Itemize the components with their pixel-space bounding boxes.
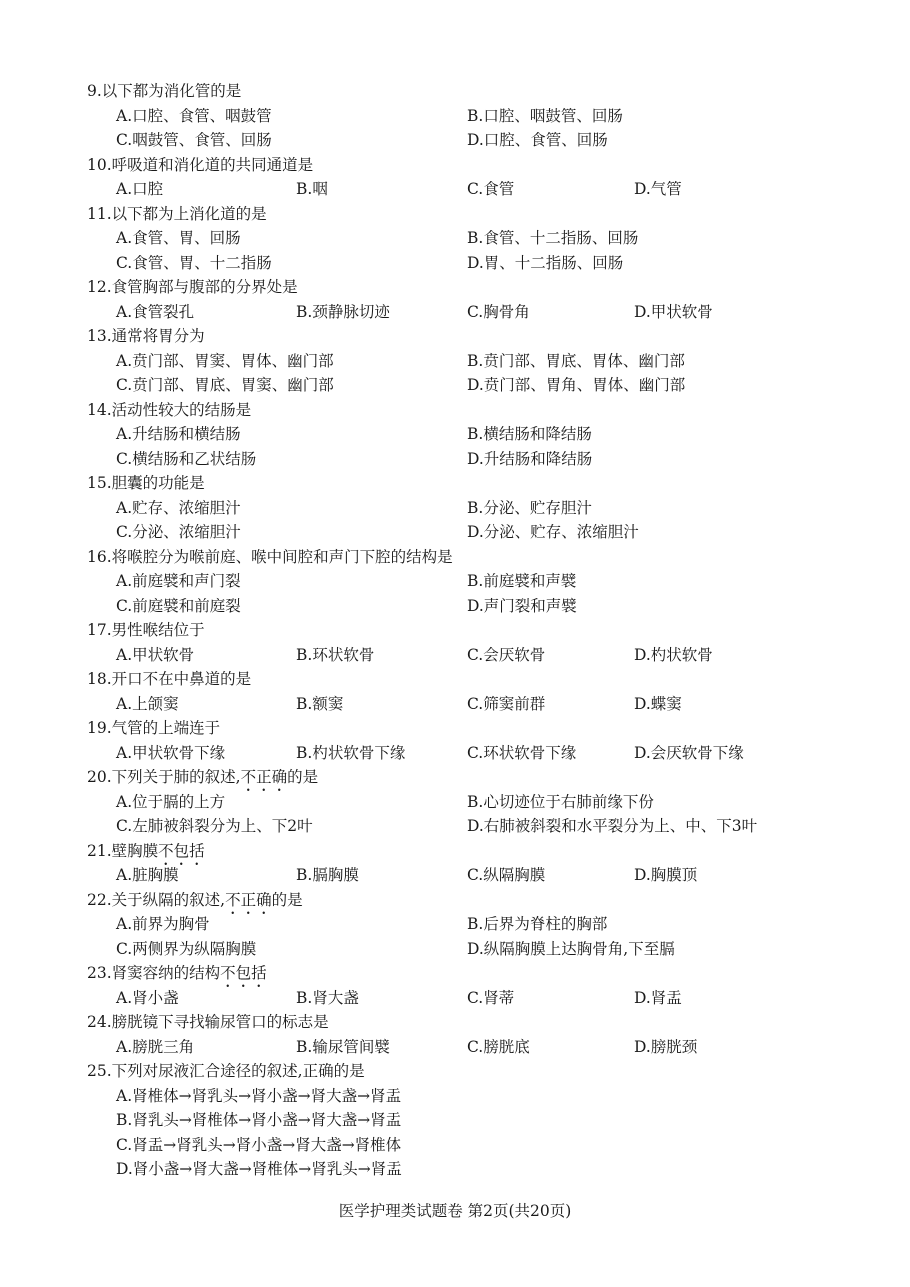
question bbox=[0, 839, 910, 888]
option-row bbox=[0, 422, 910, 447]
question-stem bbox=[0, 1010, 910, 1035]
question-stem bbox=[0, 618, 910, 643]
answer-option: A.口腔、食管、咽鼓管 bbox=[116, 106, 272, 125]
emphasis-text: 不包括 bbox=[158, 841, 205, 860]
question bbox=[0, 667, 910, 716]
answer-option: C.分泌、浓缩胆汁 bbox=[116, 523, 241, 541]
option-row bbox=[0, 226, 910, 251]
answer-option: D.胃、十二指肠、回肠 bbox=[467, 253, 624, 272]
answer-option: C.食管 bbox=[467, 180, 515, 198]
answer-option: D.口腔、食管、回肠 bbox=[467, 131, 608, 149]
answer-option: B.颈静脉切迹 bbox=[296, 302, 390, 321]
question bbox=[0, 153, 910, 202]
option-row bbox=[0, 104, 910, 129]
answer-option: A.甲状软骨下缘 bbox=[116, 743, 226, 762]
answer-option: C.贲门部、胃底、胃窦、幽门部 bbox=[116, 376, 334, 394]
answer-option: D.肾盂 bbox=[634, 988, 682, 1007]
stem-text: 18.开口不在中鼻道的是 bbox=[87, 670, 252, 688]
answer-option: D.贲门部、胃角、胃体、幽门部 bbox=[467, 376, 686, 394]
stem-text: 12.食管胸部与腹部的分界处是 bbox=[87, 278, 298, 296]
answer-option: B.前庭襞和声襞 bbox=[467, 572, 577, 590]
option-row bbox=[0, 128, 910, 153]
question-stem bbox=[0, 275, 910, 300]
emphasis-text: 不正确 bbox=[240, 768, 288, 786]
answer-option: B.肾乳头→肾椎体→肾小盏→肾大盏→肾盂 bbox=[116, 1111, 402, 1129]
option-row bbox=[0, 912, 910, 937]
answer-option: D.分泌、贮存、浓缩胆汁 bbox=[467, 523, 639, 541]
answer-option: B.环状软骨 bbox=[296, 645, 375, 664]
stem-text: 17.男性喉结位于 bbox=[87, 621, 205, 639]
question-list bbox=[0, 79, 910, 1182]
question-stem bbox=[0, 471, 910, 496]
answer-option: C.肾盂→肾乳头→肾小盏→肾大盏→肾椎体 bbox=[116, 1135, 402, 1154]
question-stem bbox=[0, 398, 910, 423]
answer-option: D.气管 bbox=[634, 180, 682, 198]
question bbox=[0, 1010, 910, 1059]
answer-option: D.升结肠和降结肠 bbox=[467, 449, 593, 468]
stem-text: 的是 bbox=[287, 768, 319, 786]
answer-option: C.两侧界为纵隔胸膜 bbox=[116, 939, 257, 958]
answer-option: B.贲门部、胃底、胃体、幽门部 bbox=[467, 351, 685, 370]
question-stem bbox=[0, 324, 910, 349]
answer-option: A.脏胸膜 bbox=[116, 866, 179, 884]
answer-option: D.蝶窦 bbox=[634, 694, 682, 713]
answer-option: A.肾小盏 bbox=[116, 988, 179, 1007]
stem-text: 14.活动性较大的结肠是 bbox=[87, 400, 252, 419]
option-row bbox=[0, 643, 910, 668]
answer-option: D.甲状软骨 bbox=[634, 302, 713, 321]
answer-option: C.筛窦前群 bbox=[467, 694, 546, 713]
answer-option: A.位于膈的上方 bbox=[116, 792, 226, 811]
option-row bbox=[0, 447, 910, 472]
answer-option: B.口腔、咽鼓管、回肠 bbox=[467, 106, 623, 125]
question-stem bbox=[0, 716, 910, 741]
option-row bbox=[0, 1035, 910, 1060]
answer-option: A.膀胱三角 bbox=[116, 1037, 195, 1056]
answer-option: A.贲门部、胃窦、胃体、幽门部 bbox=[116, 351, 334, 370]
question bbox=[0, 324, 910, 398]
stem-text: 13.通常将胃分为 bbox=[87, 327, 205, 345]
question-stem bbox=[0, 765, 910, 790]
question bbox=[0, 79, 910, 153]
answer-option: C.胸骨角 bbox=[467, 302, 530, 321]
option-row bbox=[0, 520, 910, 545]
answer-option: B.心切迹位于右肺前缘下份 bbox=[467, 792, 654, 811]
question-stem bbox=[0, 839, 910, 864]
answer-option: D.纵隔胸膜上达胸骨角,下至膈 bbox=[467, 939, 675, 958]
stem-text: 16.将喉腔分为喉前庭、喉中间腔和声门下腔的结构是 bbox=[87, 547, 453, 566]
option-row bbox=[0, 986, 910, 1011]
question-stem bbox=[0, 545, 910, 570]
question bbox=[0, 961, 910, 1010]
answer-option: D.膀胱颈 bbox=[634, 1037, 698, 1056]
option-row bbox=[0, 300, 910, 325]
option-row bbox=[0, 251, 910, 276]
stem-text: 23.肾窦容纳的结构 bbox=[87, 964, 221, 982]
question-stem bbox=[0, 153, 910, 178]
option-row bbox=[0, 814, 910, 839]
option-row bbox=[0, 177, 910, 202]
answer-option: C.会厌软骨 bbox=[467, 645, 546, 664]
stem-text: 11.以下都为上消化道的是 bbox=[87, 204, 267, 223]
question bbox=[0, 275, 910, 324]
answer-option: B.肾大盏 bbox=[296, 988, 359, 1007]
stem-text: 21.壁胸膜 bbox=[87, 841, 159, 860]
answer-option: B.分泌、贮存胆汁 bbox=[467, 498, 592, 517]
option-row bbox=[0, 692, 910, 717]
answer-option: C.膀胱底 bbox=[467, 1037, 530, 1056]
stem-text: 25.下列对尿液汇合途径的叙述,正确的是 bbox=[87, 1062, 365, 1080]
option-row bbox=[0, 373, 910, 398]
answer-option: B.后界为脊柱的胸部 bbox=[467, 915, 608, 933]
answer-option: A.肾椎体→肾乳头→肾小盏→肾大盏→肾盂 bbox=[116, 1086, 402, 1105]
answer-option: C.环状软骨下缘 bbox=[467, 743, 577, 762]
question bbox=[0, 888, 910, 962]
answer-option: A.贮存、浓缩胆汁 bbox=[116, 498, 241, 517]
question bbox=[0, 765, 910, 839]
option-row bbox=[0, 1157, 910, 1182]
question bbox=[0, 545, 910, 619]
answer-option: B.食管、十二指肠、回肠 bbox=[467, 229, 639, 247]
option-row bbox=[0, 349, 910, 374]
emphasis-text: 不正确 bbox=[225, 890, 272, 909]
answer-option: D.肾小盏→肾大盏→肾椎体→肾乳头→肾盂 bbox=[116, 1160, 402, 1178]
option-row bbox=[0, 1133, 910, 1158]
answer-option: A.上颌窦 bbox=[116, 694, 179, 713]
answer-option: A.前界为胸骨 bbox=[116, 915, 210, 933]
option-row bbox=[0, 569, 910, 594]
answer-option: B.横结肠和降结肠 bbox=[467, 425, 592, 443]
question bbox=[0, 471, 910, 545]
page-footer: 医学护理类试题卷 第2页(共20页) bbox=[338, 1202, 572, 1220]
answer-option: D.会厌软骨下缘 bbox=[634, 743, 744, 762]
answer-option: D.声门裂和声襞 bbox=[467, 596, 577, 615]
stem-text: 24.膀胱镜下寻找输尿管口的标志是 bbox=[87, 1013, 329, 1031]
answer-option: B.输尿管间襞 bbox=[296, 1037, 390, 1056]
stem-text: 15.胆囊的功能是 bbox=[87, 474, 205, 492]
answer-option: B.膈胸膜 bbox=[296, 866, 359, 884]
stem-text: 20.下列关于肺的叙述, bbox=[87, 768, 241, 786]
option-row bbox=[0, 937, 910, 962]
answer-option: C.纵隔胸膜 bbox=[467, 866, 546, 884]
answer-option: B.咽 bbox=[296, 180, 328, 198]
stem-text: 22.关于纵隔的叙述, bbox=[87, 890, 226, 909]
stem-text: 的是 bbox=[271, 890, 303, 909]
answer-option: A.前庭襞和声门裂 bbox=[116, 572, 241, 590]
option-row bbox=[0, 594, 910, 619]
answer-option: D.胸膜顶 bbox=[634, 866, 698, 884]
option-row bbox=[0, 790, 910, 815]
question-stem bbox=[0, 667, 910, 692]
question-stem bbox=[0, 202, 910, 227]
answer-option: A.口腔 bbox=[116, 180, 164, 198]
question-stem bbox=[0, 888, 910, 913]
question-stem bbox=[0, 1059, 910, 1084]
stem-text: 10.呼吸道和消化道的共同通道是 bbox=[87, 155, 314, 174]
stem-text: 19.气管的上端连于 bbox=[87, 719, 221, 737]
answer-option: A.升结肠和横结肠 bbox=[116, 425, 241, 443]
option-row bbox=[0, 1084, 910, 1109]
answer-option: B.杓状软骨下缘 bbox=[296, 743, 406, 762]
question bbox=[0, 398, 910, 472]
question-stem bbox=[0, 79, 910, 104]
option-row bbox=[0, 1108, 910, 1133]
question bbox=[0, 716, 910, 765]
answer-option: C.食管、胃、十二指肠 bbox=[116, 253, 272, 272]
option-row bbox=[0, 496, 910, 521]
option-row bbox=[0, 741, 910, 766]
answer-option: C.左肺被斜裂分为上、下2叶 bbox=[116, 817, 313, 835]
option-row bbox=[0, 863, 910, 888]
answer-option: C.横结肠和乙状结肠 bbox=[116, 449, 257, 468]
question bbox=[0, 202, 910, 276]
answer-option: D.杓状软骨 bbox=[634, 645, 713, 664]
answer-option: B.额窦 bbox=[296, 694, 344, 713]
emphasis-text: 不包括 bbox=[220, 964, 267, 982]
question bbox=[0, 1059, 910, 1182]
answer-option: C.前庭襞和前庭裂 bbox=[116, 596, 241, 615]
answer-option: C.肾蒂 bbox=[467, 988, 515, 1007]
answer-option: A.甲状软骨 bbox=[116, 645, 195, 664]
question bbox=[0, 618, 910, 667]
stem-text: 9.以下都为消化管的是 bbox=[87, 82, 242, 100]
answer-option: A.食管、胃、回肠 bbox=[116, 229, 241, 247]
answer-option: C.咽鼓管、食管、回肠 bbox=[116, 131, 272, 149]
answer-option: D.右肺被斜裂和水平裂分为上、中、下3叶 bbox=[467, 817, 758, 835]
question-stem bbox=[0, 961, 910, 986]
answer-option: A.食管裂孔 bbox=[116, 302, 195, 321]
